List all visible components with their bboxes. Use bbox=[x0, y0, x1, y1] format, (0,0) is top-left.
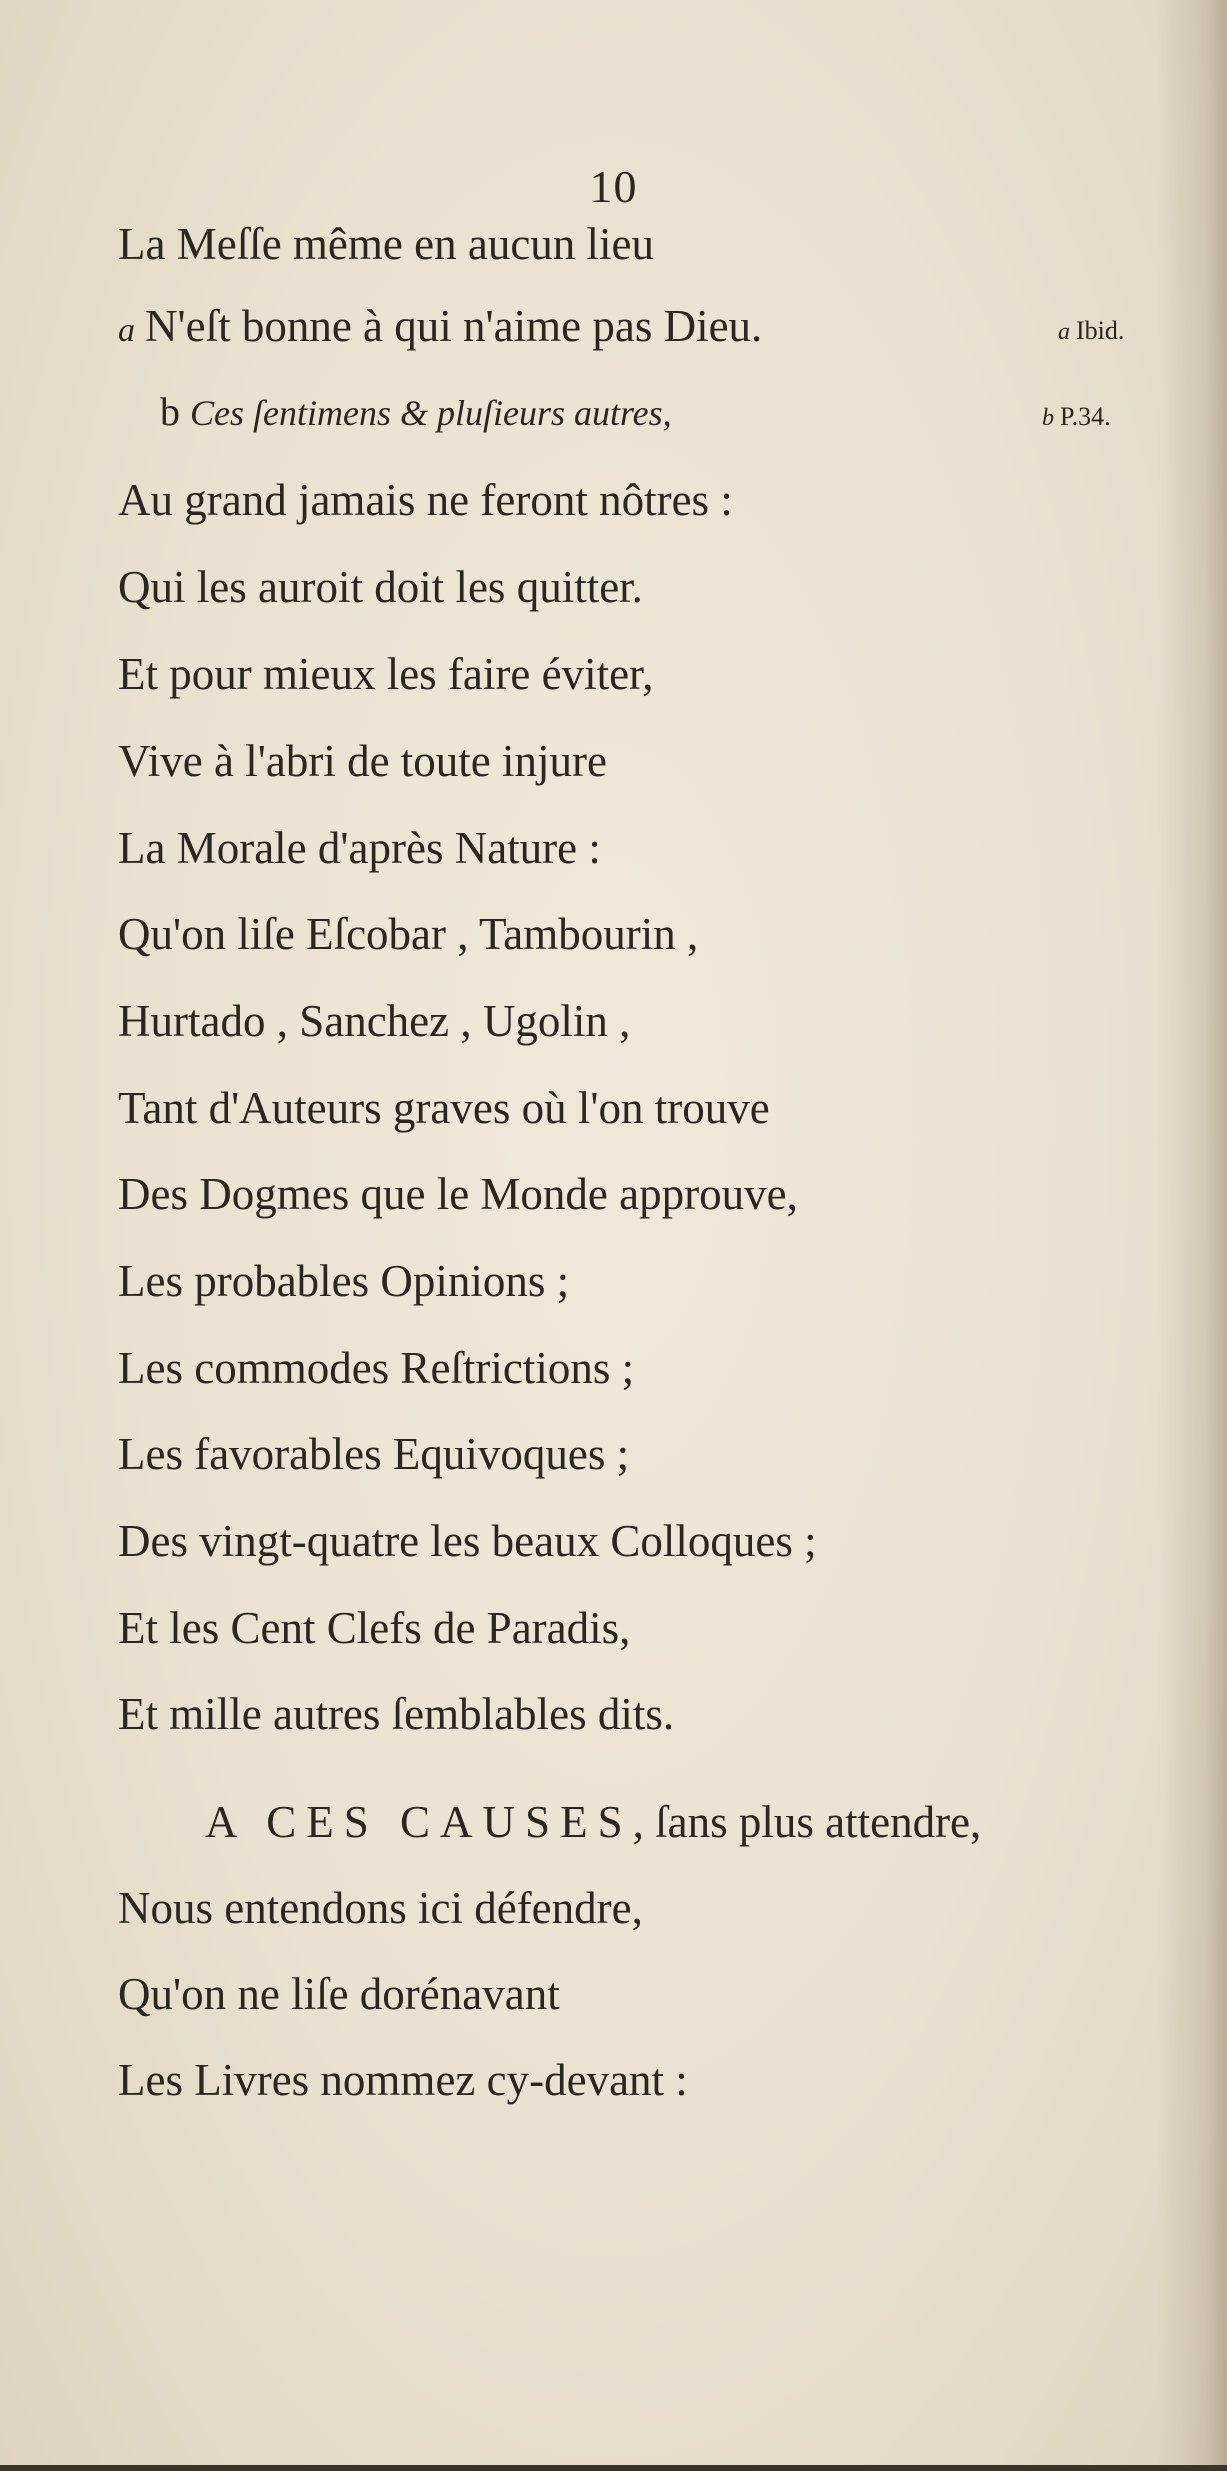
footnote-mark-b: b bbox=[160, 389, 180, 434]
verse-line-2-text: N'eſt bonne à qui n'aime pas Dieu. bbox=[145, 301, 763, 351]
margin-note-b-mark: b bbox=[1042, 405, 1054, 431]
margin-note-b-text: P.34. bbox=[1060, 402, 1111, 431]
stanza-2-line-1-rest: , ſans plus attendre, bbox=[632, 1797, 982, 1847]
verse-line-13: Les probables Opinions ; bbox=[118, 1256, 570, 1306]
page-number: 10 bbox=[589, 161, 638, 212]
verse-line-10: Hurtado , Sanchez , Ugolin , bbox=[118, 996, 631, 1046]
verse-line-2 bbox=[118, 301, 763, 351]
stanza-2-line-2: Nous entendons ici défendre, bbox=[118, 1883, 643, 1933]
verse-line-8: La Morale d'après Nature : bbox=[118, 823, 601, 873]
verse-line-7: Vive à l'abri de toute injure bbox=[118, 736, 607, 786]
verse-line-4: Au grand jamais ne feront nôtres : bbox=[118, 475, 733, 525]
margin-note-a-mark: a bbox=[1058, 319, 1070, 345]
verse-line-3 bbox=[160, 389, 672, 434]
stanza-2-line-1 bbox=[205, 1797, 982, 1847]
stanza-2-line-3: Qu'on ne liſe dorénavant bbox=[118, 1969, 560, 2019]
verse-line-14: Les commodes Reſtrictions ; bbox=[118, 1343, 635, 1393]
verse-line-9: Qu'on liſe Eſcobar , Tambourin , bbox=[118, 909, 699, 959]
margin-note-a-text: Ibid. bbox=[1076, 316, 1125, 345]
footnote-mark-a: a bbox=[118, 312, 135, 349]
verse-line-12: Des Dogmes que le Monde approuve, bbox=[118, 1169, 798, 1219]
verse-line-1: La Meſſe même en aucun lieu bbox=[118, 219, 655, 269]
verse-line-11: Tant d'Auteurs graves où l'on trouve bbox=[118, 1083, 770, 1133]
verse-line-3-text: Ces ſentimens & pluſieurs autres, bbox=[190, 393, 672, 433]
verse-line-16: Des vingt-quatre les beaux Colloques ; bbox=[118, 1516, 817, 1566]
page-bottom-edge bbox=[0, 2465, 1227, 2471]
stanza-2-caps-opening: A CES CAUSES bbox=[205, 1797, 633, 1847]
verse-line-17: Et les Cent Clefs de Paradis, bbox=[118, 1603, 631, 1653]
margin-note-b bbox=[1042, 404, 1111, 430]
verse-line-6: Et pour mieux les faire éviter, bbox=[118, 649, 654, 699]
verse-line-15: Les favorables Equivoques ; bbox=[118, 1429, 630, 1479]
verse-line-18: Et mille autres ſemblables dits. bbox=[118, 1689, 675, 1739]
margin-note-a bbox=[1058, 318, 1124, 344]
verse-line-5: Qui les auroit doit les quitter. bbox=[118, 562, 643, 612]
stanza-2-line-4: Les Livres nommez cy-devant : bbox=[118, 2055, 688, 2105]
page-edge-shadow bbox=[1157, 0, 1227, 2471]
